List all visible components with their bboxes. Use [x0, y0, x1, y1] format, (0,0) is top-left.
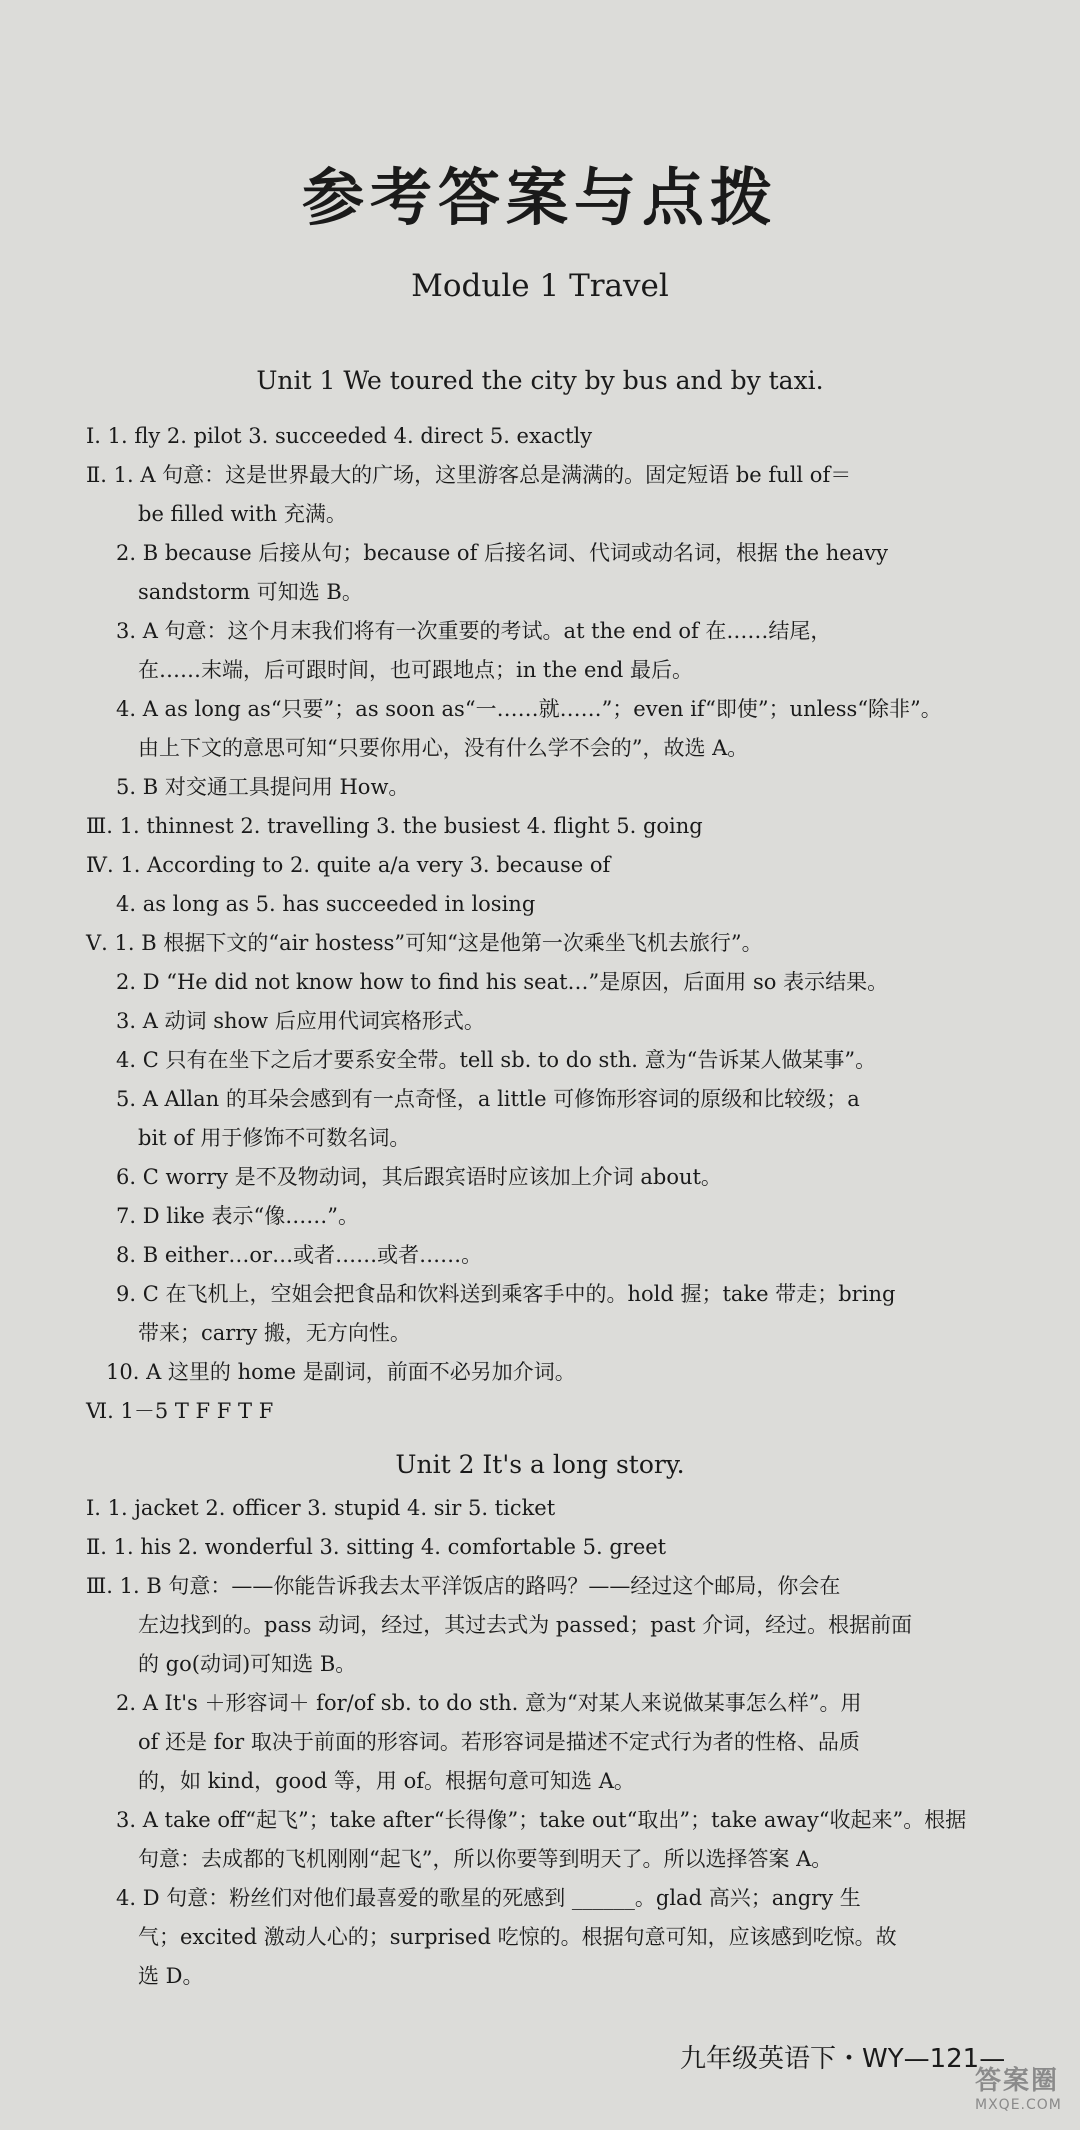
- module-title: Module 1 Travel: [411, 268, 669, 304]
- unit2-line: Ⅰ. 1. jacket 2. officer 3. stupid 4. sir 5. ticket: [86, 1496, 556, 1520]
- unit1-line: Ⅵ. 1－5 T F F T F: [86, 1399, 274, 1423]
- site-watermark: [975, 2060, 1075, 2124]
- unit1-line: Ⅰ. 1. fly 2. pilot 3. succeeded 4. direct 5. exactly: [86, 424, 593, 448]
- unit1-line: 8. B either…or…或者……或者……。: [116, 1243, 483, 1267]
- page-title: 参考答案与点拨: [301, 161, 778, 234]
- unit1-line: 由上下文的意思可知“只要你用心，没有什么学不会的”，故选 A。: [138, 736, 749, 760]
- unit1-line: sandstorm 可知选 B。: [138, 580, 363, 604]
- unit2-line: 4. D 句意：粉丝们对他们最喜爱的歌星的死感到 ______。glad 高兴；angry 生: [116, 1886, 861, 1910]
- unit1-line: 2. D “He did not know how to find his seat…”是原因，后面用 so 表示结果。: [116, 970, 889, 994]
- unit1-line: Ⅳ. 1. According to 2. quite a/a very 3. because of: [86, 853, 611, 877]
- unit1-line: Ⅴ. 1. B 根据下文的“air hostess”可知“这是他第一次乘坐飞机去旅行”。: [86, 931, 763, 955]
- unit1-line: 10. A 这里的 home 是副词，前面不必另加介词。: [106, 1360, 576, 1384]
- unit2-heading: Unit 2 It's a long story.: [395, 1450, 685, 1479]
- unit1-line: bit of 用于修饰不可数名词。: [138, 1126, 411, 1150]
- unit1-heading: Unit 1 We toured the city by bus and by taxi.: [256, 366, 824, 395]
- unit2-line: Ⅱ. 1. his 2. wonderful 3. sitting 4. comfortable 5. greet: [86, 1535, 667, 1559]
- unit1-line: 5. A Allan 的耳朵会感到有一点奇怪，a little 可修饰形容词的原级和比较级；a: [116, 1087, 860, 1111]
- unit1-line: 4. C 只有在坐下之后才要系安全带。tell sb. to do sth. 意为“告诉某人做某事”。: [116, 1048, 877, 1072]
- watermark-top: 答案圈: [975, 2066, 1060, 2096]
- unit1-line: be filled with 充满。: [138, 502, 347, 526]
- unit2-line: 选 D。: [138, 1964, 204, 1988]
- unit1-line: 4. A as long as“只要”；as soon as“一……就……”；even if“即使”；unless“除非”。: [116, 697, 942, 721]
- unit1-line: 带来；carry 搬，无方向性。: [138, 1321, 411, 1345]
- unit2-line: 气；excited 激动人心的；surprised 吃惊的。根据句意可知，应该感到吃惊。故: [138, 1925, 897, 1949]
- unit2-line: 句意：去成都的飞机刚刚“起飞”，所以你要等到明天了。所以选择答案 A。: [138, 1847, 833, 1871]
- page-footer: 九年级英语下・WY—121—: [680, 2044, 1006, 2074]
- unit2-line: 的，如 kind，good 等，用 of。根据句意可知选 A。: [138, 1769, 635, 1793]
- unit2-line: 的 go(动词)可知选 B。: [138, 1652, 357, 1676]
- unit1-line: 4. as long as 5. has succeeded in losing: [116, 892, 536, 916]
- unit1-line: 7. D like 表示“像……”。: [116, 1204, 359, 1228]
- unit1-line: 3. A 句意：这个月末我们将有一次重要的考试。at the end of 在……结尾，: [116, 619, 832, 643]
- unit2-line: 3. A take off“起飞”；take after“长得像”；take out“取出”；take away“收起来”。根据: [116, 1808, 967, 1832]
- unit2-line: 2. A It's ＋形容词＋ for/of sb. to do sth. 意为“对某人来说做某事怎么样”。用: [116, 1691, 862, 1715]
- unit1-line: 3. A 动词 show 后应用代词宾格形式。: [116, 1009, 485, 1033]
- unit1-line: 6. C worry 是不及物动词，其后跟宾语时应该加上介词 about。: [116, 1165, 722, 1189]
- unit1-line: 5. B 对交通工具提问用 How。: [116, 775, 410, 799]
- unit2-line: 左边找到的。pass 动词，经过，其过去式为 passed；past 介词，经过。根据前面: [138, 1613, 913, 1637]
- watermark-bottom: MXQE.COM: [975, 2097, 1062, 2113]
- unit2-line: Ⅲ. 1. B 句意：——你能告诉我去太平洋饭店的路吗？——经过这个邮局，你会在: [86, 1574, 841, 1598]
- unit1-line: Ⅱ. 1. A 句意：这是世界最大的广场，这里游客总是满满的。固定短语 be full of＝: [86, 463, 852, 487]
- unit2-line: of 还是 for 取决于前面的形容词。若形容词是描述不定式行为者的性格、品质: [138, 1730, 860, 1754]
- unit1-line: Ⅲ. 1. thinnest 2. travelling 3. the busiest 4. flight 5. going: [86, 814, 703, 838]
- unit1-line: 在……末端，后可跟时间，也可跟地点；in the end 最后。: [138, 658, 694, 682]
- unit1-line: 2. B because 后接从句；because of 后接名词、代词或动名词，根据 the heavy: [116, 541, 888, 565]
- unit1-line: 9. C 在飞机上，空姐会把食品和饮料送到乘客手中的。hold 握；take 带走；bring: [116, 1282, 896, 1306]
